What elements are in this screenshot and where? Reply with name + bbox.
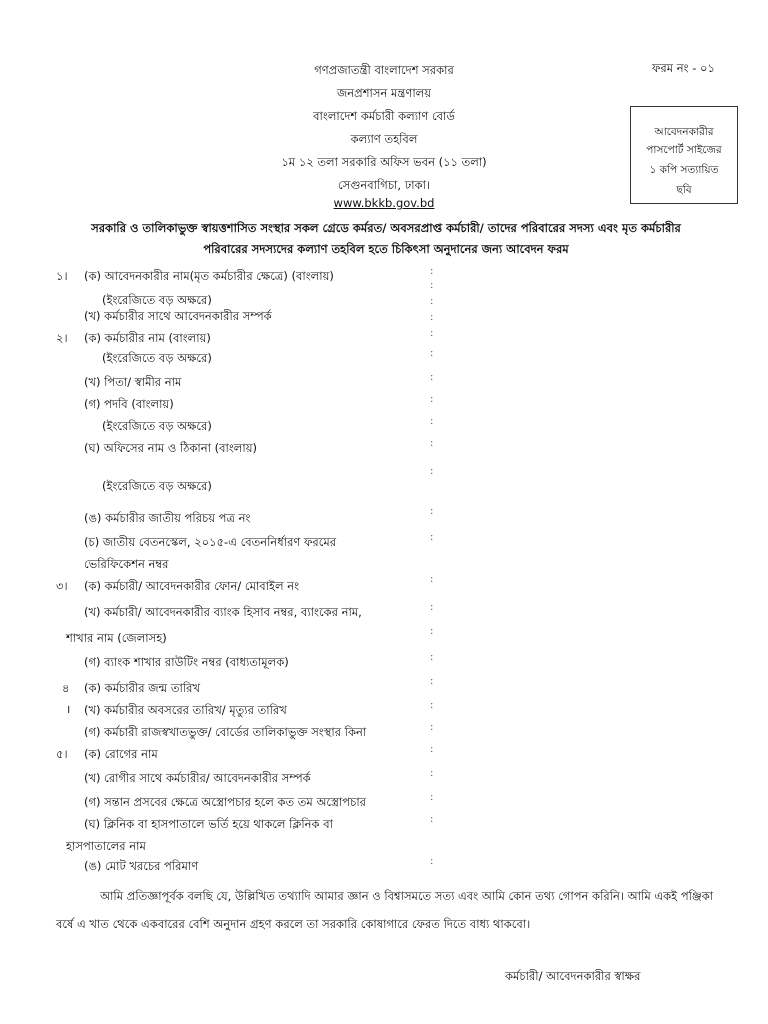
field-pay-verification-cont: ভেরিফিকেশন নম্বর [84,557,169,571]
field-employee-name-en: (ইংরেজিতে বড় অক্ষরে) [102,351,212,365]
section-number-2: ২। [56,331,68,345]
field-bank-account-cont: শাখার নাম (জেলাসহ) [66,631,167,645]
field-designation-bn: (গ) পদবি (বাংলায়) [84,397,174,411]
colon-marker: : [430,416,434,427]
field-total-cost: (ঙ) মোট খরচের পরিমাণ [84,859,199,873]
colon-marker: : [430,744,434,755]
field-applicant-name-bn: (ক) আবেদনকারীর নাম(মৃত কর্মচারীর ক্ষেত্রে) (বাংলায়) [84,269,334,283]
photo-box-line-3: ১ কপি সত্যায়িত [649,164,719,176]
signature-label: কর্মচারী/ আবেদনকারীর স্বাক্ষর [505,969,641,983]
declaration-text: আমি প্রতিজ্ঞাপূর্বক বলছি যে, উল্লিখিত তথ্যাদি আমার জ্ঞান ও বিশ্বাসমতে সত্য এবং আমি কোন তথ্য গোপন করিনি। আমি একই পঞ্জিকা বর্ষে এ খাত থেকে একবারের বেশি অনুদান গ্রহণ করলে তা সরকারি কোষাগারে ফেরত দিতে বাধ্য থাকবো। [56,889,714,931]
header-line-city: সেগুনবাগিচা, ঢাকা। [337,178,431,192]
field-employee-name-bn: (ক) কর্মচারীর নাম (বাংলায়) [84,331,211,345]
colon-marker: : [430,700,434,711]
colon-marker: : [430,312,434,323]
field-bank-account: (খ) কর্মচারী/ আবেদনকারীর ব্যাংক হিসাব নম্বর, ব্যাংকের নাম, [84,605,362,619]
header-line-government: গণপ্রজাতন্ত্রী বাংলাদেশ সরকার [314,63,454,77]
field-applicant-relation: (খ) কর্মচারীর সাথে আবেদনকারীর সম্পর্ক [84,309,272,323]
colon-marker: : [430,856,434,867]
header-line-ministry: জনপ্রশাসন মন্ত্রণালয় [337,86,431,100]
colon-marker: : [430,328,434,339]
field-pay-verification: (চ) জাতীয় বেতনস্কেল, ২০১৫-এ বেতননির্ধারণ ফরমের [84,535,337,549]
header-line-address: ১ম ১২ তলা সরকারি অফিস ভবন (১১ তলা) [281,155,487,169]
field-retirement-date: (খ) কর্মচারীর অবসরের তারিখ/ মৃত্যুর তারিখ [84,703,287,717]
colon-marker: : [430,626,434,637]
header-line-board: বাংলাদেশ কর্মচারী কল্যাণ বোর্ড [313,109,455,123]
field-applicant-name-en: (ইংরেজিতে বড় অক্ষরে) [102,293,212,307]
colon-marker: : [430,792,434,803]
colon-marker: : [430,372,434,383]
colon-marker: : [430,394,434,405]
field-patient-relation: (খ) রোগীর সাথে কর্মচারীর/ আবেদনকারীর সম্পর্ক [84,771,311,785]
colon-marker: : [430,814,434,825]
form-title-line-2: পরিবারের সদস্যদের কল্যাণ তহবিল হতে চিকিৎসা অনুদানের জন্য আবেদন ফরম [203,242,569,256]
photo-box [630,106,738,204]
colon-marker: : [430,574,434,585]
section-number-4: ৪ [62,681,70,695]
section-number-1: ১। [56,269,68,283]
colon-marker: : [430,652,434,663]
colon-marker: : [430,280,434,291]
colon-marker: : [430,676,434,687]
section-number-3: ৩। [56,579,68,593]
colon-marker: : [430,768,434,779]
field-disease-name: (ক) রোগের নাম [84,747,158,761]
field-birth-date: (ক) কর্মচারীর জন্ম তারিখ [84,681,201,695]
colon-marker: : [430,266,434,277]
field-father-husband-name: (খ) পিতা/ স্বামীর নাম [84,375,182,389]
photo-box-line-4: ছবি [676,184,692,196]
field-routing-number: (গ) ব্যাংক শাখার রাউটিং নম্বর (বাধ্যতামূলক) [84,655,289,669]
field-designation-en: (ইংরেজিতে বড় অক্ষরে) [102,419,212,433]
website-link[interactable]: www.bkkb.gov.bd [333,196,435,210]
colon-marker: : [430,602,434,613]
field-hospital-name: (ঘ) ক্লিনিক বা হাসপাতালে ভর্তি হয়ে থাকলে ক্লিনিক বা [84,817,333,831]
form-title [30,218,742,260]
colon-marker: : [430,506,434,517]
form-title-line-1: সরকারি ও তালিকাভুক্ত স্বায়ত্তশাসিত সংস্থার সকল গ্রেডে কর্মরত/ অবসরপ্রাপ্ত কর্মচারী/ তাদের পরিবারের সদস্য এবং মৃত কর্মচারীর [91,221,681,235]
field-phone-number: (ক) কর্মচারী/ আবেদনকারীর ফোন/ মোবাইল নং [84,579,300,593]
colon-marker: : [430,722,434,733]
section-4-mark: । [66,702,71,716]
colon-marker: : [430,438,434,449]
field-hospital-name-cont: হাসপাতালের নাম [66,839,146,853]
section-number-5: ৫। [56,747,68,761]
colon-marker: : [430,532,434,543]
field-office-address-bn: (ঘ) অফিসের নাম ও ঠিকানা (বাংলায়) [84,441,257,455]
colon-marker: : [430,296,434,307]
field-office-address-en: (ইংরেজিতে বড় অক্ষরে) [102,479,212,493]
photo-box-line-2: পাসপোর্ট সাইজের [646,144,722,156]
field-nid-number: (ঙ) কর্মচারীর জাতীয় পরিচয় পত্র নং [84,511,251,525]
field-surgery-count: (গ) সন্তান প্রসবের ক্ষেত্রে অস্ত্রোপচার হলে কত তম অস্ত্রোপচার [84,795,366,809]
form-number: ফরম নং - ০১ [652,61,715,75]
photo-box-line-1: আবেদনকারীর [654,126,714,138]
colon-marker: : [430,466,434,477]
header-line-fund: কল্যাণ তহবিল [350,132,418,146]
field-revenue-sector: (গ) কর্মচারী রাজস্বখাতভুক্ত/ বোর্ডের তালিকাভুক্ত সংস্থার কিনা [84,725,367,739]
colon-marker: : [430,348,434,359]
